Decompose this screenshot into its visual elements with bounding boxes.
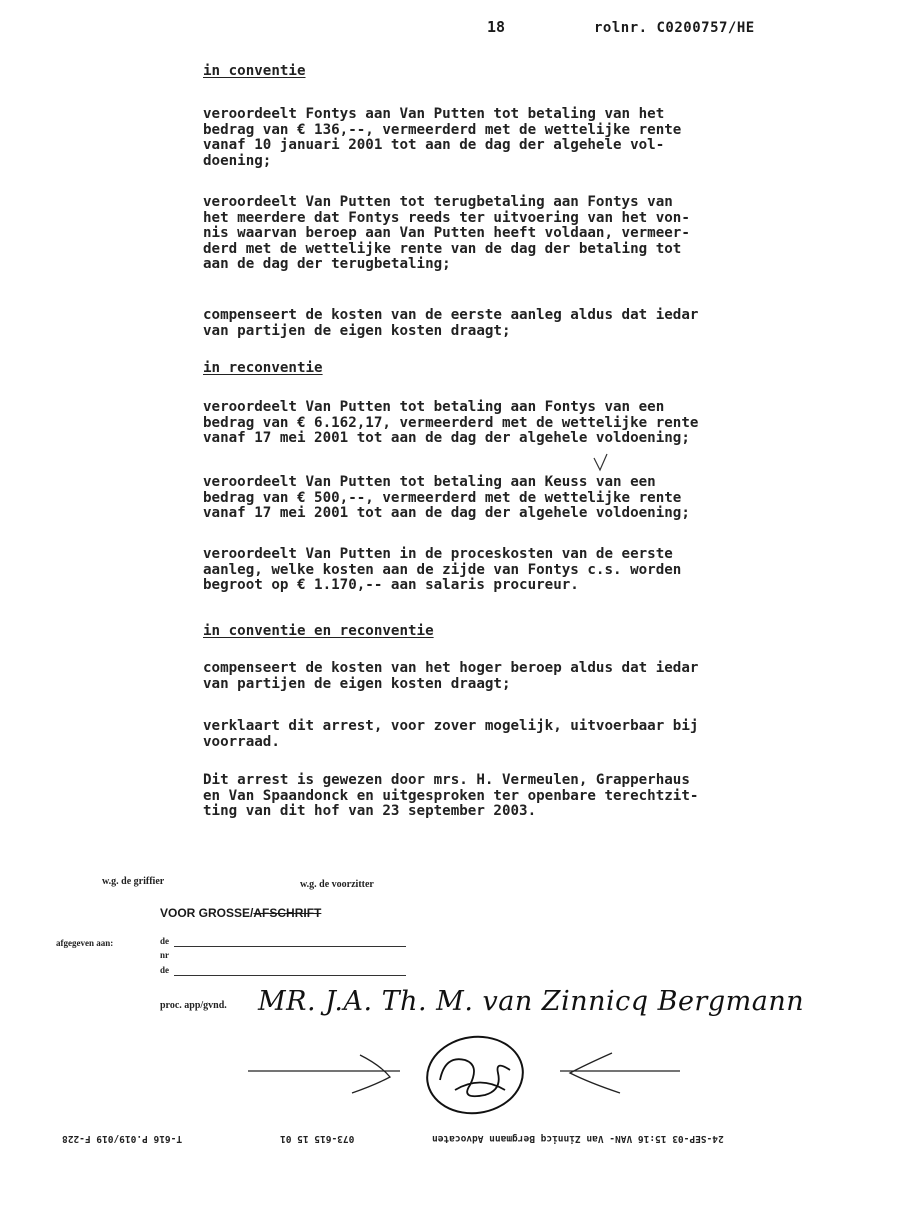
- signature-name: MR. J.A. Th. M. van Zinnicq Bergmann: [258, 986, 805, 1017]
- paragraph-conventie-3: compenseert de kosten van de eerste aanleg aldus dat iedar van partijen de eigen kosten draagt;: [203, 307, 699, 339]
- voor-grosse-afschrift: [160, 906, 321, 920]
- voorzitter-label: w.g. de voorzitter: [300, 879, 374, 890]
- afgegeven-label: afgegeven aan:: [56, 938, 114, 948]
- rol-number: rolnr. C0200757/HE: [594, 20, 755, 36]
- signature-stamp-graphic: [240, 1035, 680, 1125]
- heading-reconventie: in reconventie: [203, 360, 323, 376]
- nr-label: nr: [160, 950, 169, 960]
- proc-label: proc. app/gvnd.: [160, 1000, 227, 1011]
- paragraph-reconventie-3: veroordeelt Van Putten in de proceskosten van de eerste aanleg, welke kosten aan de zijde van Fontys c.s. worden begroot op € 1.170,-- aan salaris procureur.: [203, 546, 682, 594]
- paragraph-reconventie-1: veroordeelt Van Putten tot betaling aan Fontys van een bedrag van € 6.162,17, vermeerderd met de wettelijke rente vanaf 17 mei 2001 tot aan de dag der algehele voldoening;: [203, 399, 699, 447]
- page-number: 18: [487, 18, 506, 36]
- paragraph-beide-1: compenseert de kosten van het hoger beroep aldus dat iedar van partijen de eigen kosten draagt;: [203, 660, 699, 692]
- paragraph-conventie-1: veroordeelt Fontys aan Van Putten tot betaling van het bedrag van € 136,--, vermeerderd met de wettelijke rente vanaf 10 januari 2001 tot aan de dag der algehele vol- doening;: [203, 106, 682, 169]
- fax-footer-middle: 073-615 15 01: [280, 1133, 355, 1144]
- heading-conventie: in conventie: [203, 63, 306, 79]
- fax-footer-right: T-616 P.019/019 F-228: [62, 1133, 183, 1144]
- voor-grosse-text: VOOR GROSSE/: [160, 906, 254, 920]
- paragraph-beide-3: Dit arrest is gewezen door mrs. H. Vermeulen, Grapperhaus en Van Spaandonck en uitgesproken ter openbare terechtzit- ting van dit hof van 23 september 2003.: [203, 772, 699, 820]
- de-label-2: de: [160, 965, 169, 975]
- check-mark-icon: [592, 452, 610, 474]
- de-label-1: de: [160, 936, 169, 946]
- left-arrow-icon: [560, 1053, 680, 1093]
- heading-conventie-en-reconventie: in conventie en reconventie: [203, 623, 434, 639]
- paragraph-conventie-2: veroordeelt Van Putten tot terugbetaling aan Fontys van het meerdere dat Fontys reeds ter uitvoering van het von- nis waarvan beroep aan Van Putten heeft voldaan, vermeer- derd met de wettelijke rente van de dag der betaling tot aan de dag der terugbetaling;: [203, 194, 690, 273]
- fax-footer-left: 24-SEP-03 15:16 VAN- Van Zinnicq Bergmann Advocaten: [432, 1133, 724, 1144]
- afgegeven-line-2: [174, 975, 406, 976]
- paragraph-reconventie-2: veroordeelt Van Putten tot betaling aan Keuss van een bedrag van € 500,--, vermeerderd met de wettelijke rente vanaf 17 mei 2001 tot aan de dag der algehele voldoening;: [203, 474, 690, 522]
- paragraph-beide-2: verklaart dit arrest, voor zover mogelijk, uitvoerbaar bij voorraad.: [203, 718, 699, 750]
- right-arrow-icon: [248, 1055, 400, 1093]
- afgegeven-line-1: [174, 946, 406, 947]
- afschrift-text: AFSCHRIFT: [253, 906, 322, 920]
- griffier-label: w.g. de griffier: [102, 876, 165, 887]
- signature-scribble-icon: [422, 1035, 528, 1119]
